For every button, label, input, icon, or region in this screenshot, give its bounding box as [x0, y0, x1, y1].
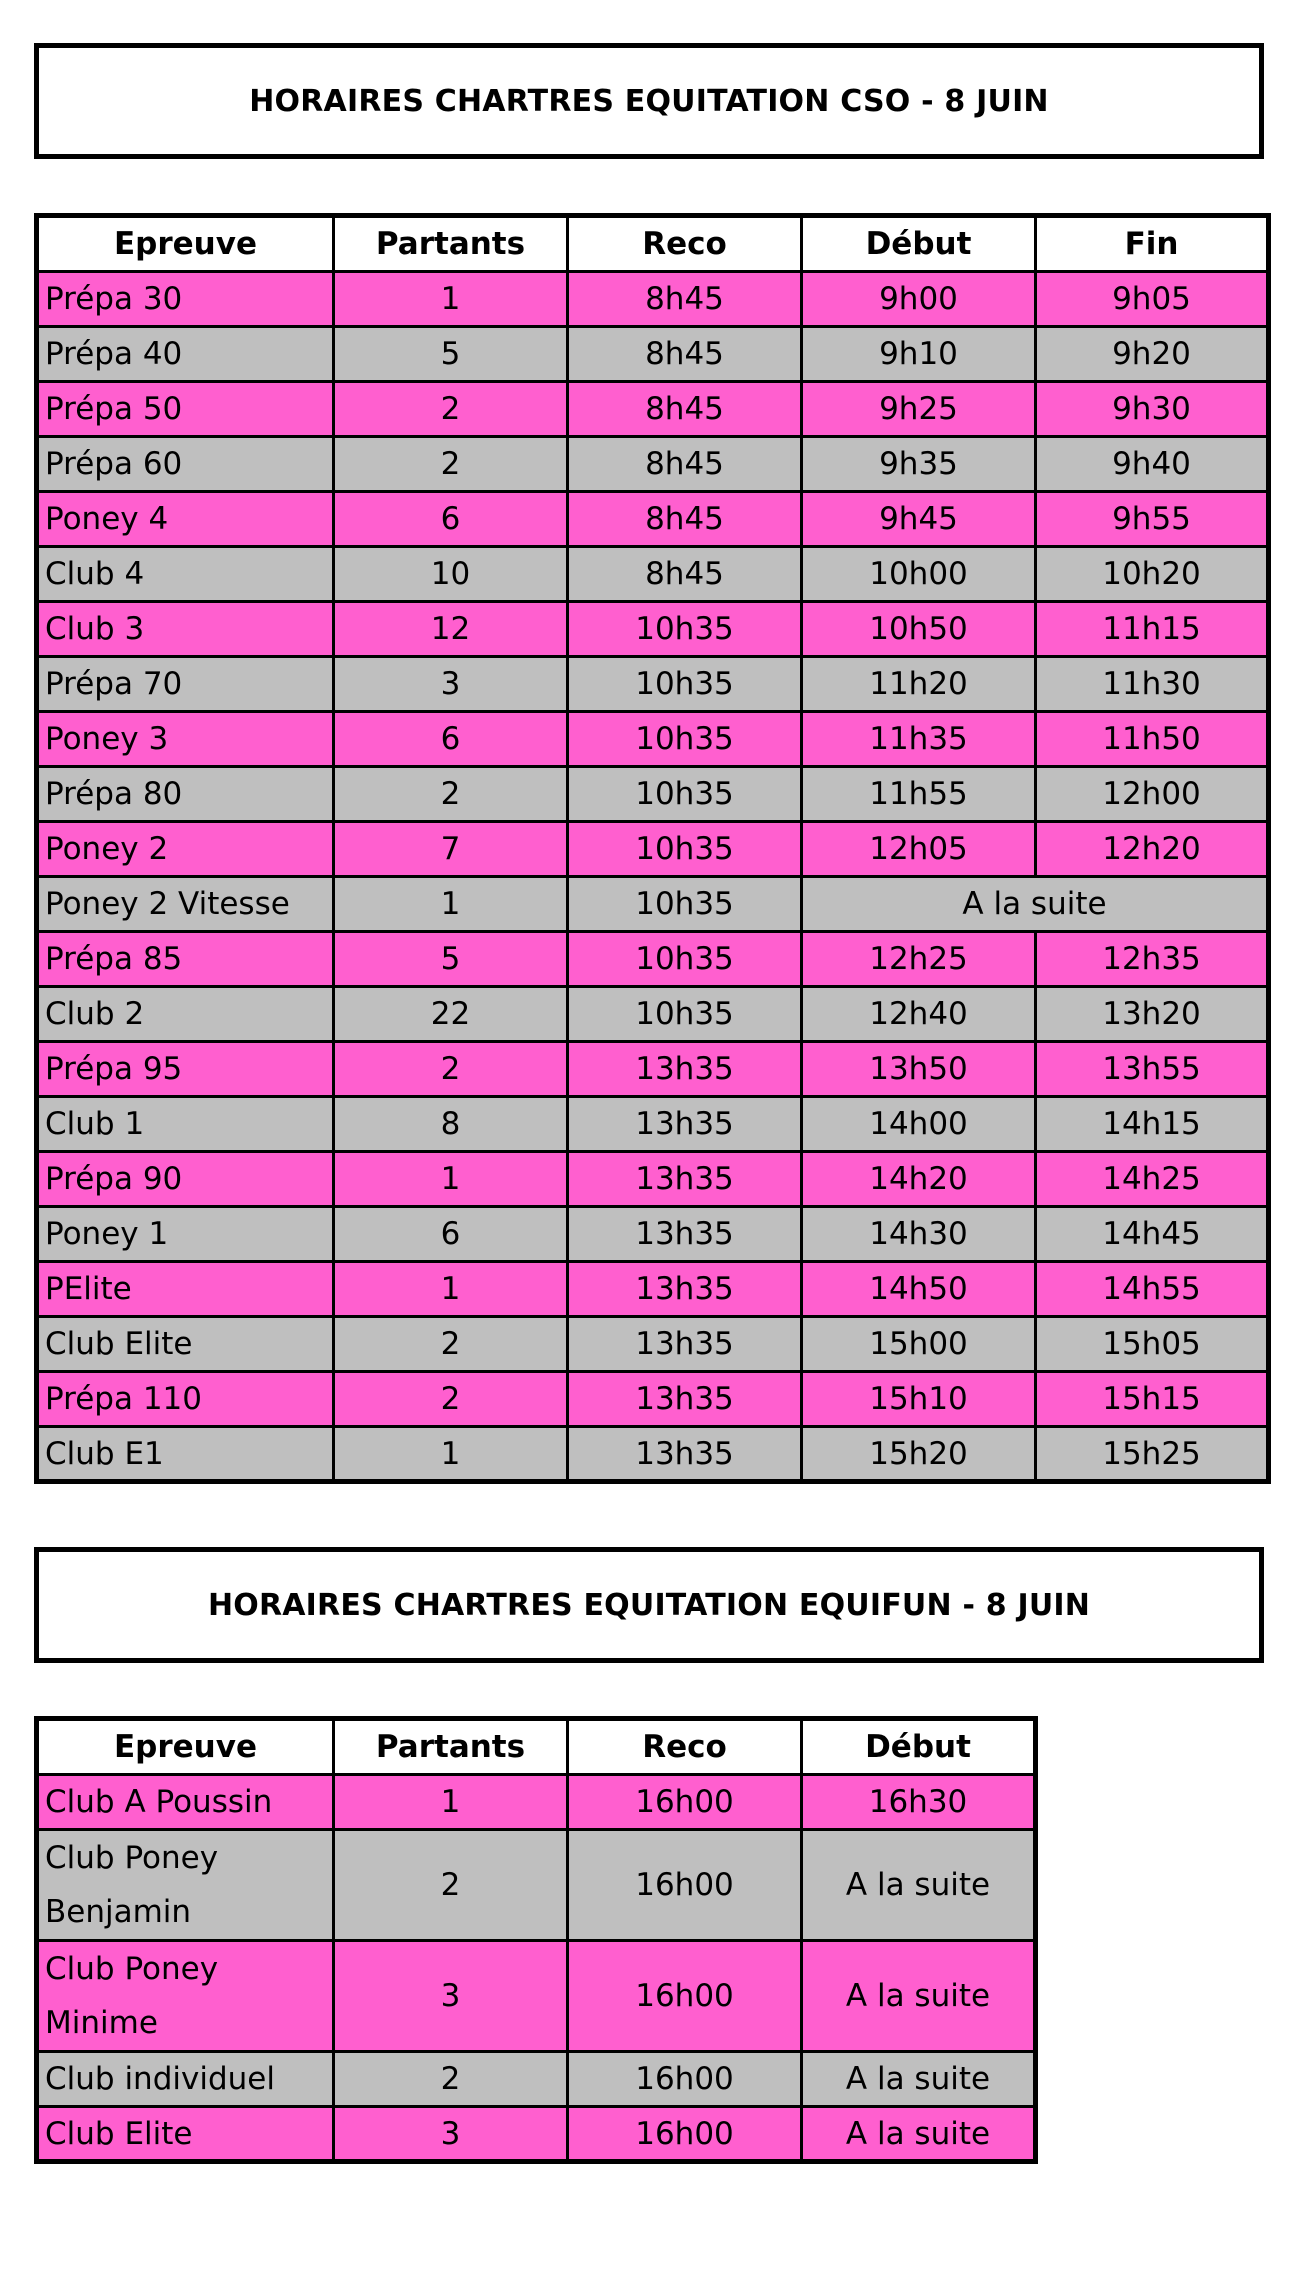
- reco-cell: 10h35: [568, 767, 802, 822]
- epreuve-cell: Club 1: [37, 1097, 334, 1152]
- table-row: [37, 547, 1269, 602]
- debut-cell: 9h10: [802, 327, 1036, 382]
- partants-cell: 3: [334, 657, 568, 712]
- column-header-partants: Partants: [334, 216, 568, 272]
- fin-cell: 12h00: [1036, 767, 1269, 822]
- cso-title: HORAIRES CHARTRES EQUITATION CSO - 8 JUIN: [34, 43, 1264, 159]
- column-header-epreuve: Epreuve: [37, 1719, 334, 1775]
- table-row: [37, 1152, 1269, 1207]
- partants-cell: 1: [334, 1262, 568, 1317]
- table-row: [37, 1042, 1269, 1097]
- epreuve-label: Club Poney Minime: [45, 1951, 219, 2041]
- column-header-debut: Début: [802, 1719, 1036, 1775]
- epreuve-cell: Club Elite: [37, 1317, 334, 1372]
- epreuve-cell: Prépa 85: [37, 932, 334, 987]
- reco-cell: 13h35: [568, 1317, 802, 1372]
- fin-cell: 9h20: [1036, 327, 1269, 382]
- partants-cell: 2: [334, 767, 568, 822]
- partants-cell: 5: [334, 327, 568, 382]
- table-row: [37, 1427, 1269, 1482]
- partants-cell: 7: [334, 822, 568, 877]
- table-row: [37, 2052, 1036, 2107]
- reco-cell: 10h35: [568, 822, 802, 877]
- epreuve-cell: [37, 1830, 334, 1941]
- reco-cell: 10h35: [568, 712, 802, 767]
- partants-cell: 2: [334, 2052, 568, 2107]
- fin-cell: 14h55: [1036, 1262, 1269, 1317]
- partants-cell: 6: [334, 1207, 568, 1262]
- reco-cell: 10h35: [568, 877, 802, 932]
- table-row: [37, 382, 1269, 437]
- epreuve-cell: Prépa 50: [37, 382, 334, 437]
- partants-cell: 2: [334, 1317, 568, 1372]
- debut-cell: 15h20: [802, 1427, 1036, 1482]
- fin-cell: 14h45: [1036, 1207, 1269, 1262]
- reco-cell: 13h35: [568, 1372, 802, 1427]
- reco-cell: 8h45: [568, 547, 802, 602]
- column-header-fin: Fin: [1036, 216, 1269, 272]
- table-row: [37, 1941, 1036, 2052]
- fin-cell: 9h30: [1036, 382, 1269, 437]
- partants-cell: 1: [334, 272, 568, 327]
- epreuve-cell: Prépa 40: [37, 327, 334, 382]
- epreuve-cell: Club 2: [37, 987, 334, 1042]
- partants-cell: 2: [334, 1372, 568, 1427]
- partants-cell: 1: [334, 1152, 568, 1207]
- reco-cell: 16h00: [568, 1830, 802, 1941]
- fin-cell: 9h40: [1036, 437, 1269, 492]
- fin-cell: 9h05: [1036, 272, 1269, 327]
- epreuve-cell: Poney 3: [37, 712, 334, 767]
- debut-cell: 15h10: [802, 1372, 1036, 1427]
- reco-cell: 10h35: [568, 932, 802, 987]
- table-row: [37, 877, 1269, 932]
- table-row: [37, 327, 1269, 382]
- table-row: [37, 492, 1269, 547]
- debut-cell: 11h20: [802, 657, 1036, 712]
- table-row: [37, 1097, 1269, 1152]
- partants-cell: 12: [334, 602, 568, 657]
- epreuve-cell: PElite: [37, 1262, 334, 1317]
- debut-cell: 15h00: [802, 1317, 1036, 1372]
- table-row: [37, 1372, 1269, 1427]
- fin-cell: 11h30: [1036, 657, 1269, 712]
- debut-cell: 14h30: [802, 1207, 1036, 1262]
- debut-cell: A la suite: [802, 2107, 1036, 2162]
- reco-cell: 16h00: [568, 1941, 802, 2052]
- fin-cell: 15h15: [1036, 1372, 1269, 1427]
- reco-cell: 13h35: [568, 1427, 802, 1482]
- debut-cell: 9h35: [802, 437, 1036, 492]
- table-header-row: [37, 216, 1269, 272]
- fin-cell: 15h25: [1036, 1427, 1269, 1482]
- debut-cell: 9h00: [802, 272, 1036, 327]
- partants-cell: 2: [334, 382, 568, 437]
- table-row: [37, 602, 1269, 657]
- fin-cell: 15h05: [1036, 1317, 1269, 1372]
- table-row: [37, 712, 1269, 767]
- partants-cell: 2: [334, 437, 568, 492]
- table-header-row: [37, 1719, 1036, 1775]
- partants-cell: 1: [334, 877, 568, 932]
- reco-cell: 13h35: [568, 1262, 802, 1317]
- reco-cell: 16h00: [568, 1775, 802, 1830]
- reco-cell: 13h35: [568, 1042, 802, 1097]
- epreuve-cell: Prépa 70: [37, 657, 334, 712]
- debut-cell: 14h00: [802, 1097, 1036, 1152]
- table-row: [37, 1317, 1269, 1372]
- reco-cell: 16h00: [568, 2052, 802, 2107]
- epreuve-cell: Poney 4: [37, 492, 334, 547]
- epreuve-label: Club A Poussin: [45, 1784, 273, 1820]
- reco-cell: 8h45: [568, 492, 802, 547]
- debut-cell: 12h25: [802, 932, 1036, 987]
- table-row: [37, 1262, 1269, 1317]
- epreuve-label: Club Elite: [45, 2115, 193, 2152]
- table-row: [37, 987, 1269, 1042]
- partants-cell: 1: [334, 1427, 568, 1482]
- table-row: [37, 1207, 1269, 1262]
- fin-cell: 14h25: [1036, 1152, 1269, 1207]
- table-row: [37, 1775, 1036, 1830]
- cso-schedule-table: [34, 213, 1271, 1484]
- epreuve-cell: Prépa 80: [37, 767, 334, 822]
- epreuve-cell: [37, 1941, 334, 2052]
- fin-cell: 13h20: [1036, 987, 1269, 1042]
- debut-cell: 12h05: [802, 822, 1036, 877]
- reco-cell: 8h45: [568, 327, 802, 382]
- reco-cell: 13h35: [568, 1207, 802, 1262]
- debut-cell: 9h45: [802, 492, 1036, 547]
- debut-cell: 10h50: [802, 602, 1036, 657]
- fin-cell: 11h50: [1036, 712, 1269, 767]
- partants-cell: 22: [334, 987, 568, 1042]
- debut-cell: A la suite: [802, 1941, 1036, 2052]
- partants-cell: 3: [334, 2107, 568, 2162]
- debut-cell: 9h25: [802, 382, 1036, 437]
- epreuve-label: Club individuel: [45, 2061, 275, 2097]
- debut-cell: 14h50: [802, 1262, 1036, 1317]
- epreuve-cell: Poney 2 Vitesse: [37, 877, 334, 932]
- table-row: [37, 767, 1269, 822]
- column-header-reco: Reco: [568, 1719, 802, 1775]
- table-row: [37, 1830, 1036, 1941]
- debut-cell: 10h00: [802, 547, 1036, 602]
- debut-cell: 14h20: [802, 1152, 1036, 1207]
- fin-cell: 10h20: [1036, 547, 1269, 602]
- partants-cell: 6: [334, 492, 568, 547]
- fin-cell: 11h15: [1036, 602, 1269, 657]
- partants-cell: 10: [334, 547, 568, 602]
- partants-cell: 5: [334, 932, 568, 987]
- reco-cell: 8h45: [568, 272, 802, 327]
- table-row: [37, 657, 1269, 712]
- debut-cell: 11h35: [802, 712, 1036, 767]
- column-header-debut: Début: [802, 216, 1036, 272]
- epreuve-cell: [37, 2107, 334, 2162]
- fin-cell: 9h55: [1036, 492, 1269, 547]
- column-header-epreuve: Epreuve: [37, 216, 334, 272]
- reco-cell: 13h35: [568, 1152, 802, 1207]
- epreuve-cell: Prépa 30: [37, 272, 334, 327]
- reco-cell: 10h35: [568, 657, 802, 712]
- fin-cell: 12h35: [1036, 932, 1269, 987]
- column-header-reco: Reco: [568, 216, 802, 272]
- debut-cell: 11h55: [802, 767, 1036, 822]
- reco-cell: 16h00: [568, 2107, 802, 2162]
- equifun-schedule-table: [34, 1716, 1038, 2164]
- epreuve-cell: Club 4: [37, 547, 334, 602]
- partants-cell: 2: [334, 1042, 568, 1097]
- reco-cell: 10h35: [568, 602, 802, 657]
- table-row: [37, 437, 1269, 492]
- epreuve-cell: Poney 2: [37, 822, 334, 877]
- debut-cell: A la suite: [802, 1830, 1036, 1941]
- partants-cell: 6: [334, 712, 568, 767]
- equifun-title: HORAIRES CHARTRES EQUITATION EQUIFUN - 8 JUIN: [34, 1547, 1264, 1663]
- debut-fin-merged-cell: A la suite: [802, 877, 1269, 932]
- epreuve-cell: Prépa 60: [37, 437, 334, 492]
- debut-cell: 13h50: [802, 1042, 1036, 1097]
- table-row: [37, 2107, 1036, 2162]
- epreuve-cell: Club 3: [37, 602, 334, 657]
- debut-cell: 16h30: [802, 1775, 1036, 1830]
- partants-cell: 2: [334, 1830, 568, 1941]
- epreuve-cell: Prépa 110: [37, 1372, 334, 1427]
- column-header-partants: Partants: [334, 1719, 568, 1775]
- epreuve-cell: Club E1: [37, 1427, 334, 1482]
- epreuve-cell: [37, 2052, 334, 2107]
- epreuve-cell: Prépa 95: [37, 1042, 334, 1097]
- reco-cell: 8h45: [568, 437, 802, 492]
- table-row: [37, 932, 1269, 987]
- table-row: [37, 822, 1269, 877]
- epreuve-label: Club Poney Benjamin: [45, 1840, 219, 1930]
- epreuve-cell: Prépa 90: [37, 1152, 334, 1207]
- debut-cell: 12h40: [802, 987, 1036, 1042]
- table-row: [37, 272, 1269, 327]
- partants-cell: 8: [334, 1097, 568, 1152]
- partants-cell: 3: [334, 1941, 568, 2052]
- partants-cell: 1: [334, 1775, 568, 1830]
- reco-cell: 10h35: [568, 987, 802, 1042]
- fin-cell: 14h15: [1036, 1097, 1269, 1152]
- fin-cell: 13h55: [1036, 1042, 1269, 1097]
- reco-cell: 8h45: [568, 382, 802, 437]
- reco-cell: 13h35: [568, 1097, 802, 1152]
- fin-cell: 12h20: [1036, 822, 1269, 877]
- debut-cell: A la suite: [802, 2052, 1036, 2107]
- epreuve-cell: [37, 1775, 334, 1830]
- epreuve-cell: Poney 1: [37, 1207, 334, 1262]
